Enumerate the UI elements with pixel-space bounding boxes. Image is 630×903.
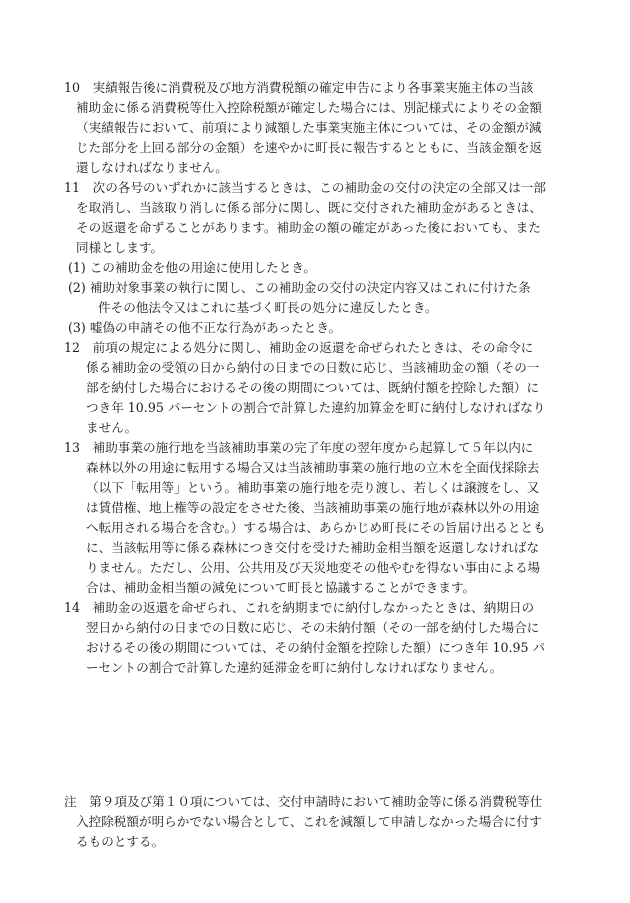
item-12-line-3: 部を納付した場合におけるその後の期間については、既納付額を控除した額）に (86, 380, 540, 395)
item-13-line-3: （以下「転用等」という。補助事業の施行地を売り渡し、若しくは譲渡をし、又 (86, 480, 540, 495)
item-12-line-2: 係る補助金の受領の日から納付の日までの日数に応じ、当該補助金の額（その一 (86, 360, 540, 375)
subitem-1-line-1: (1) この補助金を他の用途に使用したとき。 (68, 260, 317, 275)
item-14-line-1: 14 補助金の返還を命ぜられ、これを納期までに納付しなかったときは、納期日の (64, 600, 535, 615)
item-12-line-1: 12 前項の規定による処分に関し、補助金の返還を命ぜられたときは、その命令に (64, 340, 534, 355)
item-11-line-1: 11 次の各号のいずれかに該当するときは、この補助金の交付の決定の全部又は一部 (64, 180, 546, 195)
item-12-line-4: つき年 10.95 パーセントの割合で計算した違約加算金を町に納付しなければなり (86, 400, 546, 415)
item-13-line-2: 森林以外の用途に転用する場合又は当該補助事業の施行地の立木を全面伐採除去 (86, 460, 540, 475)
item-13-line-1: 13 補助事業の施行地を当該補助事業の完了年度の翌年度から起算して５年以内に (64, 440, 534, 455)
item-13-line-6: に、当該転用等に係る森林につき交付を受けた補助金相当額を返還しなければな (86, 540, 540, 555)
item-12-line-5: ません。 (86, 420, 138, 435)
item-14-line-3: おけるその後の期間については、その納付金額を控除した額）につき年 10.95 パ (86, 640, 546, 655)
item-10-line-2: 補助金に係る消費税等仕入控除税額が確定した場合には、別記様式によりその金額 (76, 100, 542, 115)
item-10-line-4: じた部分を上回る部分の金額）を速やかに町長に報告するとともに、当該金額を返 (76, 140, 542, 155)
subitem-2-line-1: (2) 補助対象事業の執行に関し、この補助金の交付の決定内容又はこれに付けた条 (68, 280, 531, 295)
item-14-line-2: 翌日から納付の日までの日数に応じ、その未納付額（その一部を納付した場合に (86, 620, 540, 635)
item-11-line-4: 同様とします。 (76, 240, 164, 255)
item-10-line-1: 10 実績報告後に消費税及び地方消費税額の確定申告により各事業実施主体の当該 (64, 80, 534, 95)
subitem-3-line-1: (3) 嘘偽の申請その他不正な行為があったとき。 (68, 320, 342, 335)
item-11-line-2: を取消し、当該取り消しに係る部分に関し、既に交付された補助金があるときは、 (76, 200, 542, 215)
item-13-line-8: 合は、補助金相当額の減免について町長と協議することができます。 (86, 580, 476, 595)
item-10-line-3: （実績報告において、前項により減額した事業実施主体については、その金額が減 (76, 120, 542, 135)
subitem-2-line-2: 件その他法令又はこれに基づく町長の処分に違反したとき。 (98, 300, 438, 315)
note-line-1: 注 第９項及び第１０項については、交付申請時において補助金等に係る消費税等仕 (64, 794, 543, 809)
item-10-line-5: 還しなければなりません。 (76, 160, 228, 175)
note-line-3: るものとする。 (76, 834, 165, 849)
item-11-line-3: その返還を命ずることがあります。補助金の額の確定があった後においても、また (76, 220, 541, 235)
item-14-line-4: ーセントの割合で計算した違約延滞金を町に納付しなければなりません。 (86, 660, 503, 675)
item-13-line-4: は賃借権、地上権等の設定をさせた後、当該補助事業の施行地が森林以外の用途 (86, 500, 540, 515)
note-line-2: 入控除税額が明らかでない場合として、これを減額して申請しなかった場合に付す (76, 814, 542, 829)
item-13-line-7: りません。ただし、公用、公共用及び天災地変その他やむを得ない事由による場 (86, 560, 541, 575)
item-13-line-5: へ転用される場合を含む。）する場合は、あらかじめ町長にその旨届け出るととも (86, 520, 546, 535)
